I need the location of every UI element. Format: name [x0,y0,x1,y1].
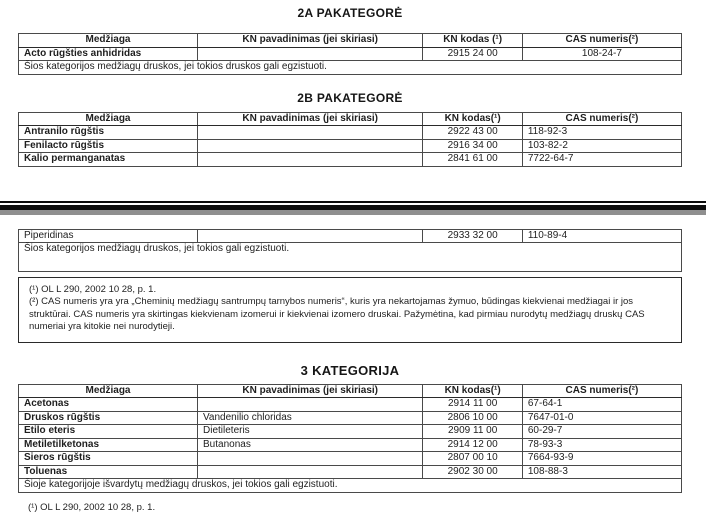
cell-kn-kodas: 2914 12 00 [423,438,522,452]
table-2b-continuation [18,229,682,272]
cell-kn-kodas: 2916 34 00 [423,139,522,153]
cell-kn-pavadinimas: Dietileteris [198,425,423,439]
table-3 [18,384,682,493]
cell-kn-kodas: 2806 10 00 [423,411,522,425]
cell-cas-numeris: 67-64-1 [522,398,681,412]
table-note-row [19,243,682,272]
salts-note-2a: Šios kategorijos medžiagų druskos, jei tokios druskos gali egzistuoti. [19,61,682,75]
column-header-medziaga: Medžiaga [19,384,198,398]
cell-cas-numeris: 7722-64-7 [522,153,681,167]
cell-cas-numeris: 118-92-3 [522,126,681,140]
footnote-1: (¹) OL L 290, 2002 10 28, p. 1. [29,283,157,295]
column-header-cas-numeris: CAS numeris(²) [522,34,681,48]
cell-cas-numeris: 7664-93-9 [522,452,681,466]
table-row [19,465,682,479]
section-heading-2b: 2B PAKATEGORĖ [297,90,403,105]
column-header-kn-kodas: KN kodas(¹) [423,384,522,398]
cell-kn-pavadinimas [198,452,423,466]
table-row [19,47,682,61]
table-row [19,438,682,452]
cell-cas-numeris: 7647-01-0 [522,411,681,425]
table-2a [18,33,682,75]
cell-cas-numeris: 60-29-7 [522,425,681,439]
column-header-medziaga: Medžiaga [19,112,198,126]
cell-medziaga: Antranilo rūgštis [19,126,198,140]
section-heading-2a: 2A PAKATEGORĖ [297,6,403,20]
cell-kn-pavadinimas [198,47,423,61]
cell-kn-pavadinimas [198,153,423,167]
cell-kn-pavadinimas: Vandenilio chloridas [198,411,423,425]
salts-note-3: Šioje kategorijoje išvardytų medžiagų druskos, jei tokios gali egzistuoti. [19,479,682,493]
cell-medziaga: Piperidinas [19,229,198,243]
column-header-medziaga: Medžiaga [19,34,198,48]
table-row [19,153,682,167]
cell-medziaga: Fenilacto rūgštis [19,139,198,153]
section-heading-3: 3 KATEGORIJA [300,362,400,378]
cell-kn-kodas: 2902 30 00 [423,465,522,479]
page-break-divider [0,201,706,215]
cell-kn-kodas: 2933 32 00 [423,229,522,243]
table-note-row [19,61,682,75]
cell-cas-numeris: 108-88-3 [522,465,681,479]
cell-cas-numeris: 78-93-3 [522,438,681,452]
cell-kn-pavadinimas [198,126,423,140]
cell-medziaga: Druskos rūgštis [19,411,198,425]
column-header-cas-numeris: CAS numeris(²) [522,384,681,398]
table-row [19,452,682,466]
document-content [18,0,682,514]
table-row [19,425,682,439]
column-header-kn-kodas: KN kodas(¹) [423,112,522,126]
cell-medziaga: Sieros rūgštis [19,452,198,466]
footnotes-box [18,277,682,343]
cell-kn-kodas: 2807 00 10 [423,452,522,466]
cell-cas-numeris: 108-24-7 [522,47,681,61]
table-row [19,139,682,153]
cell-medziaga: Toluenas [19,465,198,479]
column-header-kn-pavadinimas: KN pavadinimas (jei skiriasi) [198,34,423,48]
table-row [19,398,682,412]
cell-medziaga: Kalio permanganatas [19,153,198,167]
divider-gray-bar [0,210,706,215]
cell-kn-kodas: 2841 61 00 [423,153,522,167]
cell-kn-pavadinimas [198,398,423,412]
footnote-1-partial: (¹) OL L 290, 2002 10 28, p. 1. [28,501,156,513]
cell-kn-pavadinimas: Butanonas [198,438,423,452]
cell-kn-kodas: 2909 11 00 [423,425,522,439]
table-2b [18,112,682,167]
cell-cas-numeris: 110-89-4 [522,229,681,243]
cell-medziaga: Acetonas [19,398,198,412]
cell-medziaga: Acto rūgšties anhidridas [19,47,198,61]
column-header-kn-pavadinimas: KN pavadinimas (jei skiriasi) [198,384,423,398]
cell-cas-numeris: 103-82-2 [522,139,681,153]
cell-kn-pavadinimas [198,139,423,153]
cell-medziaga: Etilo eteris [19,425,198,439]
cell-kn-kodas: 2914 11 00 [423,398,522,412]
column-header-cas-numeris: CAS numeris(²) [522,112,681,126]
table-3-header-row [19,384,682,398]
salts-note-continuation: Šios kategorijos medžiagų druskos, jei tokios gali egzistuoti. [19,243,682,272]
cell-kn-pavadinimas [198,229,423,243]
column-header-kn-kodas: KN kodas (¹) [423,34,522,48]
column-header-kn-pavadinimas: KN pavadinimas (jei skiriasi) [198,112,423,126]
cell-kn-kodas: 2922 43 00 [423,126,522,140]
table-row [19,229,682,243]
cell-medziaga: Metiletilketonas [19,438,198,452]
table-row [19,126,682,140]
table-2b-header-row [19,112,682,126]
table-note-row [19,479,682,493]
table-2a-header-row [19,34,682,48]
footnote-2: (²) CAS numeris yra yra „Cheminių medžiagų santrumpų tarnybos numeris“, kuris yra nekartojamas žymuo, būdingas kiekvienai medžiagai ir jos struktūrai. CAS numeris yra skirtingas kiekvienam izomerui ir kiekvienai izomero druskai. Pažymėtina, kad pirmiau nurodytų medžiagų druskų CAS numeriai yra kitokie nei nurodytieji. [29,296,645,332]
cell-kn-pavadinimas [198,465,423,479]
table-row [19,411,682,425]
cell-kn-kodas: 2915 24 00 [423,47,522,61]
